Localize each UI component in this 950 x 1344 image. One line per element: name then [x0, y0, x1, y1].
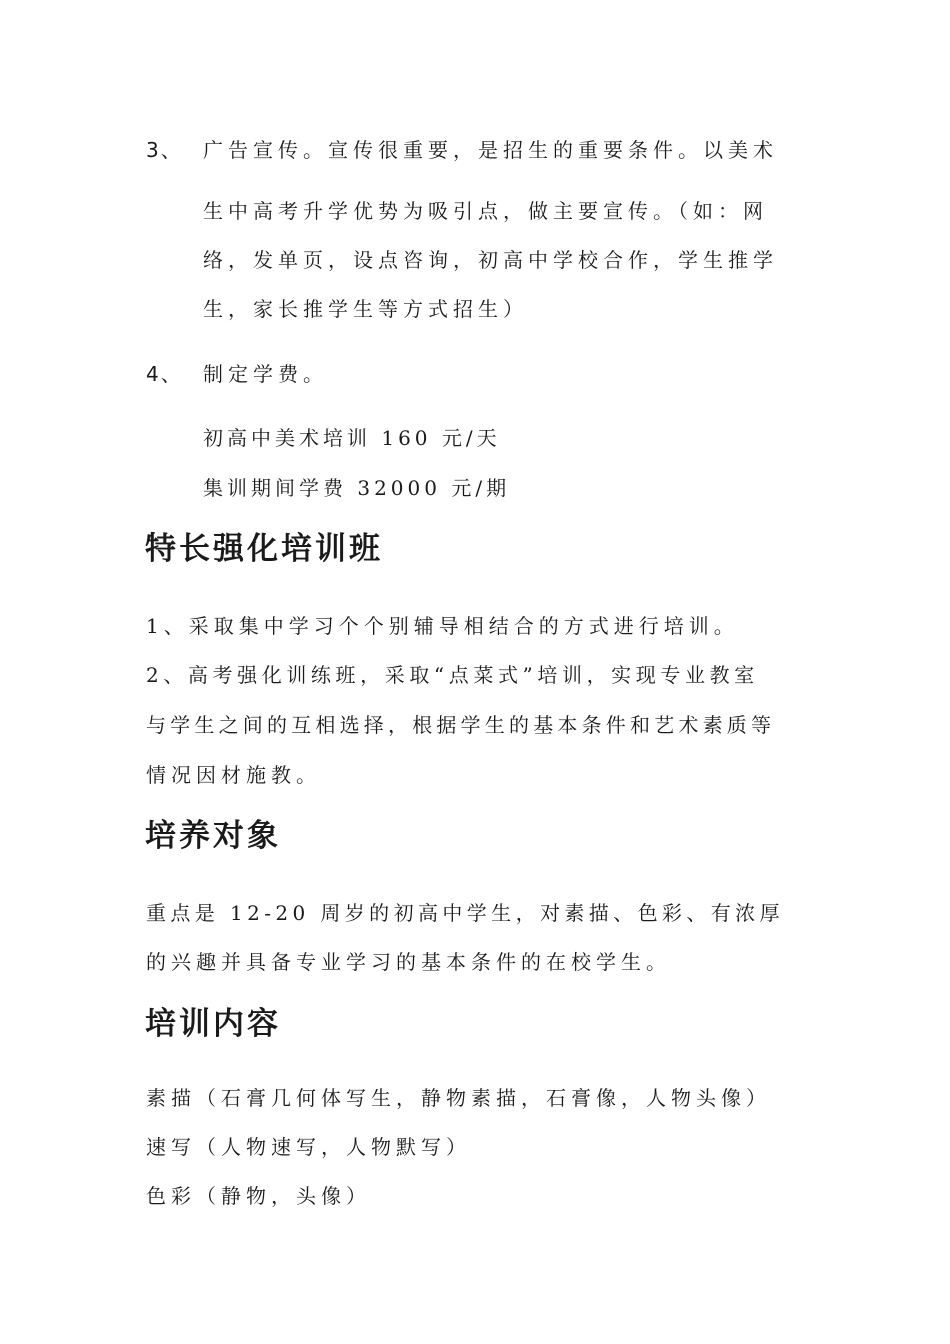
section-heading-content: 培训内容: [145, 1006, 281, 1042]
section-heading-target: 培养对象: [145, 818, 281, 854]
item4-title: 制定学费。: [203, 362, 328, 386]
special-line-2: 2、高考强化训练班，采取“点菜式”培训，实现专业教室: [146, 663, 759, 687]
fee-line-term: 集训期间学费 32000 元/期: [203, 476, 511, 500]
item3-line-2: 生中高考升学优势为吸引点，做主要宣传。（如：网: [203, 199, 768, 223]
item3-line-4: 生，家长推学生等方式招生）: [203, 297, 528, 321]
special-line-4: 情况因材施教。: [146, 763, 321, 787]
item3-line-3: 络，发单页，设点咨询，初高中学校合作，学生推学: [203, 248, 778, 272]
list-number-4: 4、: [146, 362, 183, 386]
item3-line-1: 广告宣传。宣传很重要，是招生的重要条件。以美术: [203, 138, 778, 162]
fee-line-daily: 初高中美术培训 160 元/天: [203, 426, 501, 450]
special-line-1: 1、采取集中学习个个别辅导相结合的方式进行培训。: [146, 614, 739, 638]
special-line-3: 与学生之间的互相选择，根据学生的基本条件和艺术素质等: [146, 713, 776, 737]
list-number-3: 3、: [146, 138, 183, 162]
target-line-2: 的兴趣并具备专业学习的基本条件的在校学生。: [146, 950, 671, 974]
target-line-1: 重点是 12-20 周岁的初高中学生，对素描、色彩、有浓厚: [146, 901, 784, 925]
content-line-sketch: 素描（石膏几何体写生，静物素描，石膏像，人物头像）: [146, 1086, 771, 1110]
content-line-quick-sketch: 速写（人物速写，人物默写）: [146, 1135, 471, 1159]
section-heading-special-training: 特长强化培训班: [145, 531, 383, 567]
content-line-color: 色彩（静物，头像）: [146, 1184, 371, 1208]
